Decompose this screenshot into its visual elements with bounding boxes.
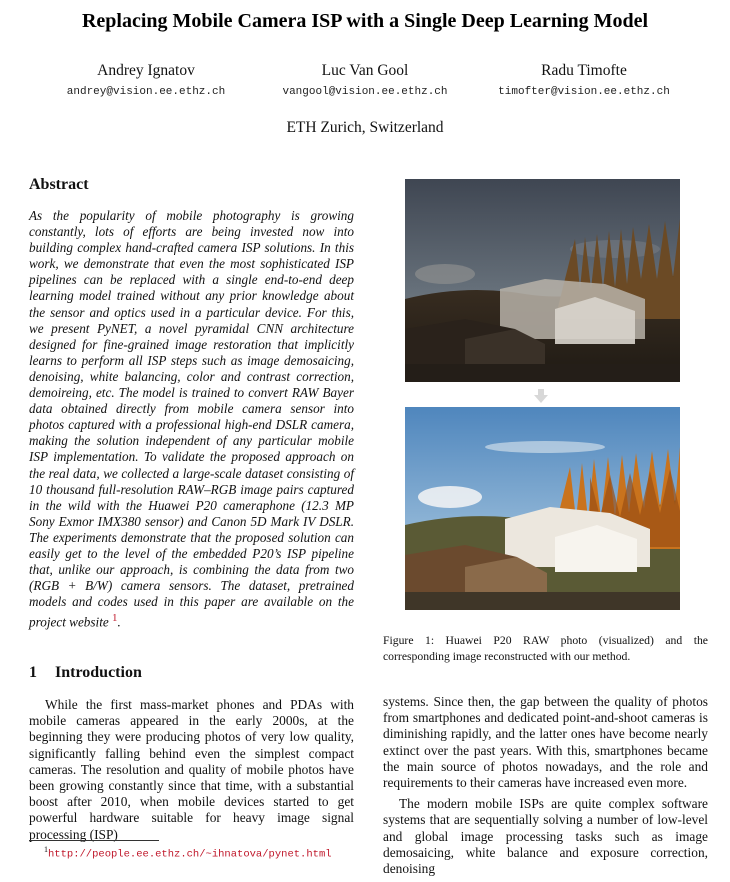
author-name: Radu Timofte: [541, 62, 627, 79]
author-3: [464, 62, 704, 98]
author-email: timofter@vision.ee.ethz.ch: [498, 86, 670, 98]
abstract-text: As the popularity of mobile photography is growing constantly, lots of efforts are being invested now into building complex hand-crafted camera ISP solutions. In this work, we demonstrate that even the most sophisticated ISP pipelines can be replaced with a single end-to-end deep learning model trained without any prior knowledge about the sensor and optics used in a particular device. For this, we present PyNET, a novel pyramidal CNN architecture designed for fine-grained image restoration that implicitly learns to perform all ISP steps such as image demosaicing, denoising, white balancing, color and contrast correction, demoireing, etc. The model is trained to convert RAW Bayer data obtained directly from mobile camera sensor into photos captured with a professional high-end DSLR camera, making the solution independent of any particular mobile ISP implementation. To validate the proposed approach on the real data, we collected a large-scale dataset consisting of 10 thousand full-resolution RAW–RGB image pairs captured in the wild with the Huawei P20 cameraphone (12.3 MP Sony Exmor IMX380 sensor) and Canon 5D Mark IV DSLR. The experiments demonstrate that the proposed solution can easily get to the level of the embedded P20’s ISP pipeline that, unlike our approach, is combining the data from two (RGB + B/W) camera sensors. The dataset, pretrained models and codes used in this paper are available on the project website: [29, 208, 354, 630]
abstract-section: [29, 176, 354, 631]
abstract-heading: Abstract: [29, 176, 89, 193]
author-name: Luc Van Gool: [321, 62, 409, 79]
introduction-heading: [29, 664, 142, 682]
author-email: andrey@vision.ee.ethz.ch: [66, 86, 226, 98]
footnote: [44, 845, 332, 861]
raw-photo-image: [405, 179, 680, 382]
footnote-ref-link[interactable]: 1: [112, 612, 118, 625]
affiliation: ETH Zurich, Switzerland: [286, 119, 444, 136]
reconstructed-photo-image: [405, 407, 680, 610]
paper-title: Replacing Mobile Camera ISP with a Single Deep Learning Model: [81, 10, 649, 32]
section-number: 1: [29, 664, 37, 681]
author-2: [245, 62, 485, 98]
footnote-url-link[interactable]: http://people.ee.ethz.ch/~ihnatova/pynet.html: [48, 848, 332, 861]
introduction-text-left: While the first mass-market phones and PDAs with mobile cameras appeared in the early 2000s, at the beginning they were producing photos of very low quality, significantly falling behind even the simplest compact cameras. The resolution and quality of mobile photos have been growing constantly since that time, with a substantial boost after 2010, when mobile devices started to get powerful hardware suitable for heavy image signal processing (ISP): [29, 697, 354, 842]
arrow-down-icon: [534, 389, 548, 403]
footnote-mark: 1: [44, 845, 48, 854]
paragraph: systems. Since then, the gap between the quality of photos from smartphones and dedicated point-and-shoot cameras is diminishing rapidly, and the latter ones have become nearly extinct over the past years. With this, smartphones became the main source of photos nowadays, and the role and requirements to their cameras have increased even more.: [383, 694, 708, 791]
introduction-text-right: [383, 694, 708, 882]
abstract-body: As the popularity of mobile photography is growing constantly, lots of efforts are being invested now into building complex hand-crafted camera ISP solutions. In this work, we demonstrate that even the most sophisticated ISP pipelines can be replaced with a single end-to-end deep learning model trained without any prior knowledge about the sensor and optics used in a particular device. For this, we present PyNET, a novel pyramidal CNN architecture designed for fine-grained image restoration that implicitly learns to perform all ISP steps such as image demosaicing, denoising, white balancing, color and contrast correction, demoireing, etc. The model is trained to convert RAW Bayer data obtained directly from mobile camera sensor into photos captured with a professional high-end DSLR camera, making the solution independent of any particular mobile ISP implementation. To validate the proposed approach on the real data, we collected a large-scale dataset consisting of 10 thousand full-resolution RAW–RGB image pairs captured in the wild with the Huawei P20 cameraphone (12.3 MP Sony Exmor IMX380 sensor) and Canon 5D Mark IV DSLR. The experiments demonstrate that the proposed solution can easily get to the level of the embedded P20’s ISP pipeline that, unlike our approach, is combining the data from two (RGB + B/W) camera sensors. The dataset, pretrained models and codes used in this paper are available on the project website $^1$.: [29, 208, 354, 630]
footnote-divider: [29, 840, 159, 841]
author-name: Andrey Ignatov: [97, 62, 195, 79]
paragraph: The modern mobile ISPs are quite complex software systems that are sequentially solving a number of low-level and global image processing tasks such as image demosaicing, white balance and exposure correction, denoising: [383, 796, 708, 877]
figure-caption: Figure 1: Huawei P20 RAW photo (visualized) and the corresponding image reconstructed with our method.: [383, 634, 708, 663]
author-1: [26, 62, 266, 98]
author-email: vangool@vision.ee.ethz.ch: [282, 86, 448, 98]
section-title: Introduction: [55, 664, 142, 681]
